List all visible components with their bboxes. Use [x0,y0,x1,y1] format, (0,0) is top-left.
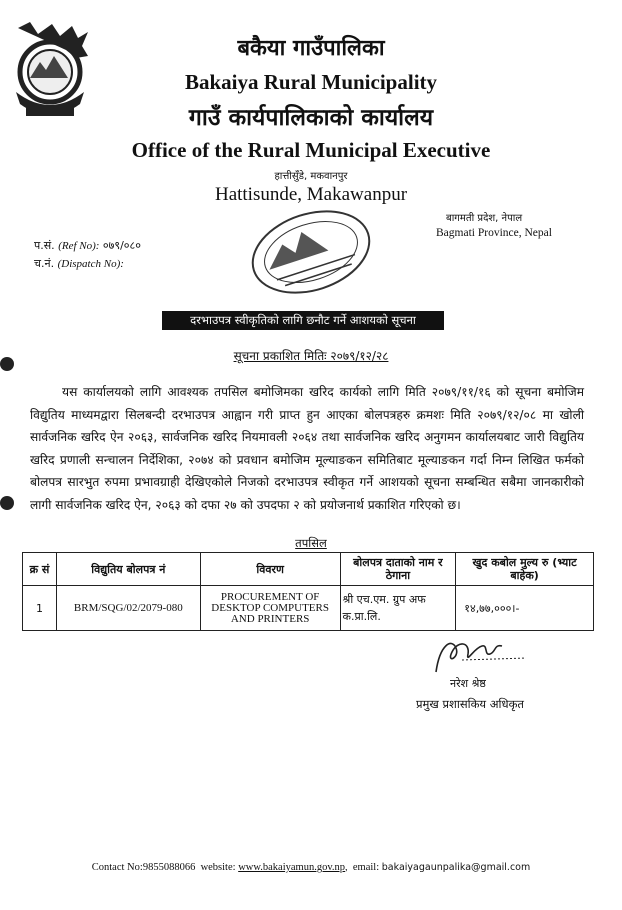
contact-label: Contact No: [91,862,143,873]
cell-description: PROCUREMENT OF DESKTOP COMPUTERS AND PRINTERS [200,586,340,631]
address-ne: हात्तीसुँडे, मकवानपुर [274,171,348,182]
signatory-name: नरेश श्रेष्ठ [450,677,486,690]
website-label: website: [200,862,236,873]
ref-prefix: प.सं. [34,239,55,252]
municipality-name-en: Bakaiya Rural Municipality [184,70,438,94]
dispatch-label: (Dispatch No): [57,258,124,270]
website-link[interactable]: www.bakaiyamun.gov.np [238,862,346,873]
table-header-row [23,553,594,586]
header-bidder: बोलपत्र दाताको नाम र ठेगाना [340,553,456,586]
cell-bid-number: BRM/SQG/02/2079-080 [56,586,200,631]
signatory-title: प्रमुख प्रशासकिय अधिकृत [416,697,524,711]
handwritten-signature [422,634,532,682]
ref-label: (Ref No): [58,240,100,252]
office-name-ne: गाउँ कार्यपालिकाको कार्यालय [188,105,434,131]
header-bid-number: विद्युतिय बोलपत्र नं [56,553,200,586]
cell-amount: १४,७७,०००।- [456,586,594,631]
office-name-en: Office of the Rural Municipal Executive [131,138,491,162]
official-stamp [236,196,386,308]
footer-contact: Contact No:9855088066 website: www.bakaiyamun.gov.np, email: bakaiyagaunpalika@gmail.com [91,862,531,873]
header-sn: क्र सं [23,553,57,586]
contact-number: 9855088066 [142,862,196,873]
award-table [22,552,594,631]
province-en: Bagmati Province, Nepal [436,227,552,239]
dispatch-prefix: च.नं. [34,257,55,270]
punch-hole-top [0,357,14,371]
cell-sn: 1 [23,586,57,631]
table-title-text: तपसिल [295,536,327,550]
published-date-text: सूचना प्रकाशित मितिः २०७९/१२/२८ [233,349,389,363]
notice-subject: दरभाउपत्र स्वीकृतिको लागि छनौट गर्ने आशयको सूचना [162,311,444,330]
municipality-name-ne: बकैया गाउँपालिका [237,36,385,61]
email-label: email: [352,862,380,873]
dispatch-number [34,256,124,271]
header-amount: खुद कबोल मुल्य रु (भ्याट बाहेक) [456,553,594,586]
punch-hole-bottom [0,496,14,510]
table-title [0,536,622,551]
ref-number [34,238,141,253]
header-description: विवरण [200,553,340,586]
published-date [0,347,622,364]
province-ne: बागमती प्रदेश, नेपाल [446,213,523,224]
cell-bidder: श्री एच.एम. ग्रुप अफ क.प्रा.लि. [340,586,456,631]
email-address[interactable]: bakaiyagaunpalika@gmail.com [381,862,531,873]
ref-value: ०७९/०८० [102,239,141,252]
table-row [23,586,594,631]
address-en: Hattisunde, Makawanpur [214,184,408,205]
notice-body: यस कार्यालयको लागि आवश्यक तपसिल बमोजिमका खरिद कार्यको लागि मिति २०७९/११/१६ को सूचना बमोजिम विद्युतिय माध्यमद्वारा सिलबन्दी दरभाउपत्र आह्वान गरी प्राप्त हुन आएका बोलपत्रहरु क्रमशः मिति २०७९/१२/०८ मा खोली सार्वजनिक खरिद ऐन २०६३, सार्वजनिक खरिद नियमावली २०६४ तथा सार्वजनिक खरिद अनुगमन कार्यालयबाट जारी विद्युतिय खरिद प्रणाली सन्चालन निर्देशिका, २०७४ को प्रवधान बमोजिम मूल्याङकन समितिबाट मूल्याङकन गर्दा निम्न लिखित फर्मको बोलपत्र सारभुत रुपमा प्रभावग्राही देखिएकोले निजको दरभाउपत्र स्वीकृत गर्ने आशयको सूचना सम्बन्धित सबैमा जानकारीको लागी सार्वजनिक खरिद ऐन, २०६३ को दफा २७ को उपदफा २ को प्रयोजनार्थ प्रकाशित गरिएको छ। [30,385,584,512]
